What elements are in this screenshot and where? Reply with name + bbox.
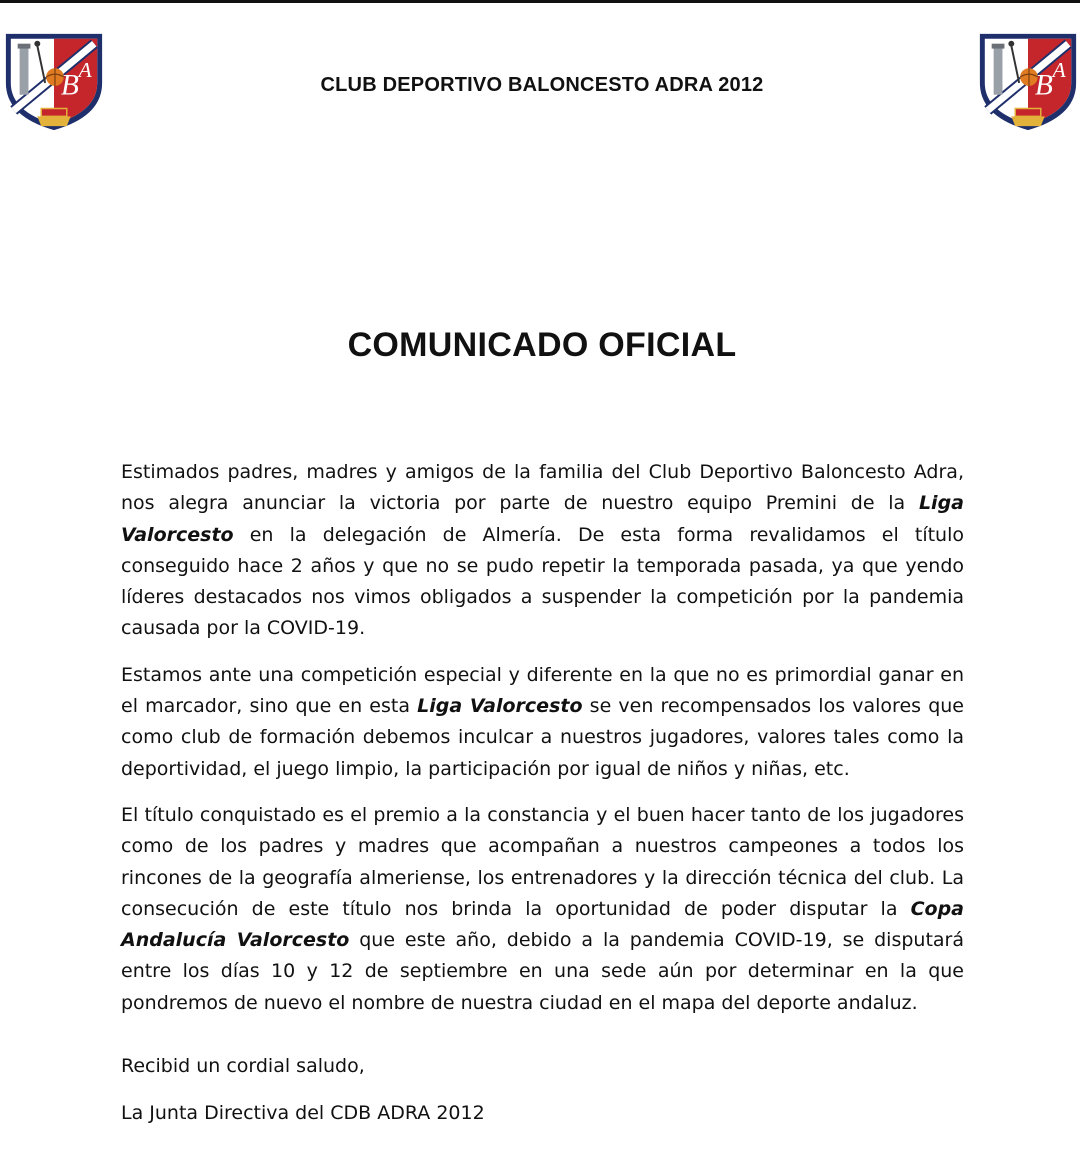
liga-valorcesto-emphasis: Liga Valorcesto bbox=[121, 492, 964, 546]
document-title: COMUNICADO OFICIAL bbox=[347, 326, 737, 364]
paragraph-2 bbox=[121, 660, 964, 785]
svg-text:B: B bbox=[1034, 69, 1053, 102]
paragraph-3-text-a: El título conquistado es el premio a la constancia y el buen hacer tanto de los jugadores como de los padres y madres que acompañan a nuestros campeones a todos los rincones de la geografía almeriense, los entrenadores y la dirección técnica del club. La consecución de este título nos brinda la oportunidad de poder disputar la bbox=[121, 803, 964, 920]
signature-line: La Junta Directiva del CDB ADRA 2012 bbox=[121, 1102, 485, 1124]
svg-text:A: A bbox=[1052, 58, 1066, 83]
paragraph-3 bbox=[121, 800, 964, 1019]
copa-andalucia-emphasis: Copa Andalucía Valorcesto bbox=[121, 897, 964, 952]
club-name-header: CLUB DEPORTIVO BALONCESTO ADRA 2012 bbox=[320, 74, 764, 96]
paragraph-2-text-a: Estamos ante una competición especial y diferente en la que no es primordial ganar en el marcador, sino que en esta bbox=[121, 663, 964, 718]
paragraph-3-text-b: que este año, debido a la pandemia COVID-19, se disputará entre los días 10 y 12 de septiembre en una sede aún por determinar en la que pondremos de nuevo el nombre de nuestra ciudad en el mapa del deporte andaluz. bbox=[121, 929, 965, 1014]
paragraph-1-text-b: en la delegación de Almería. De esta forma revalidamos el título conseguido hace 2 años y que no se pudo repetir la temporada pasada, ya que yendo líderes destacados nos vimos obligados a suspender la competición por la pandemia causada por la COVID-19. bbox=[121, 523, 964, 640]
paragraph-1-text-a: Estimados padres, madres y amigos de la familia del Club Deportivo Baloncesto Adra, nos alegra anunciar la victoria por parte de nuestro equipo Premini de la bbox=[121, 461, 964, 515]
document-body bbox=[121, 457, 964, 1034]
liga-valorcesto-emphasis: Liga Valorcesto bbox=[417, 695, 583, 718]
closing-greeting: Recibid un cordial saludo, bbox=[121, 1055, 365, 1077]
paragraph-1 bbox=[121, 457, 964, 645]
svg-text:B: B bbox=[60, 69, 79, 102]
paragraph-2-text-b: se ven recompensados los valores que como club de formación debemos inculcar a nuestros jugadores, valores tales como la deportividad, el juego limpio, la participación por igual de niños y niñas, etc. bbox=[121, 695, 964, 780]
svg-text:A: A bbox=[78, 58, 92, 83]
top-rule bbox=[0, 0, 1080, 3]
